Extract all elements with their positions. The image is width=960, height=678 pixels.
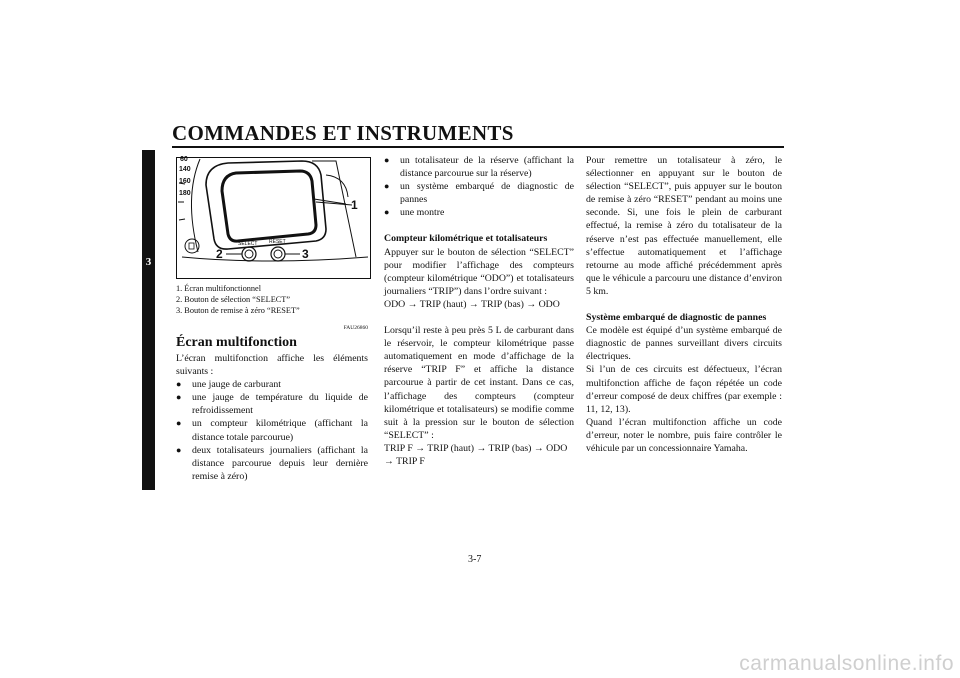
sequence-text: TRIP F → TRIP (haut) → TRIP (bas) → ODO → TRIP F: [384, 442, 568, 467]
paragraph: Pour remettre un totalisateur à zéro, le sélectionner en appuyant sur le bouton de sélection “SELECT”, puis appuyer sur le bouton de remise à zéro “RESET” pendant au moins une seconde. Si, une fois le plein de carburant effectué, la remise à zéro du totalisateur de la réserve n’est pas effectuée manuellement, elle s’effectue automatiquement et l’affichage retourne au mode affiché précédemment après que le véhicule a parcouru une distance d’environ 5 km.: [586, 155, 782, 297]
speed-mark-180: 180: [179, 190, 191, 197]
column-3: [586, 154, 782, 455]
paragraph: Quand l’écran multifonction affiche un code d’erreur, noter le nombre, puis faire contrôler le véhicule par un concessionnaire Yamaha.: [586, 416, 782, 454]
chapter-tab-number: 3: [145, 256, 152, 268]
bullet-item: [384, 154, 574, 180]
watermark: carmanualsonline.info: [739, 652, 954, 675]
bullet-item: [384, 206, 574, 219]
column-1: [176, 324, 368, 483]
speed-mark-60: 60: [180, 156, 188, 163]
select-button-label: SELECT: [238, 241, 258, 247]
bullet-item: [384, 180, 574, 206]
bullet-icon: ●: [176, 379, 182, 390]
speed-mark-140: 140: [179, 166, 191, 173]
bullet-icon: ●: [176, 418, 182, 429]
caption-item: 3. Bouton de remise à zéro “RESET”: [176, 306, 300, 315]
subheading-odometer: Compteur kilométrique et totalisateurs: [384, 233, 548, 245]
speed-mark-160: 160: [179, 178, 191, 185]
intro-paragraph: L’écran multifonction affiche les éléments suivants :: [176, 353, 368, 378]
bullet-icon: ●: [176, 444, 182, 455]
bullet-icon: ●: [176, 392, 182, 403]
paragraph: Lorsqu’il reste à peu près 5 L de carburant dans le réservoir, le compteur kilométrique passe automatiquement en mode d’affichage de la réserve “TRIP F” et affiche la distance parcourue à partir de cet instant. Dans ce cas, l’affichage des compteurs (compteur kilométrique et totalisateurs) se modifie comme suit à la pression sur le bouton de sélection “SELECT” :: [384, 325, 574, 441]
paragraph: Appuyer sur le bouton de sélection “SELECT” pour modifier l’affichage des compteurs (compteur kilométrique “ODO”) et totalisateurs journaliers “TRIP”) dans l’ordre suivant :: [384, 246, 574, 297]
page-header-title: COMMANDES ET INSTRUMENTS: [172, 121, 514, 145]
bullet-text: une montre: [400, 207, 445, 219]
bullet-text: une jauge de température du liquide de refroidissement: [192, 392, 368, 417]
instrument-figure: [176, 157, 371, 279]
bullet-item: [176, 378, 368, 391]
caption-item: 2. Bouton de sélection “SELECT”: [176, 295, 291, 304]
bullet-item: [176, 444, 368, 483]
paragraph: Ce modèle est équipé d’un système embarqué de diagnostic de pannes surveillant divers circuits électriques.: [586, 325, 782, 363]
bullet-icon: ●: [384, 207, 390, 218]
bullet-text: un totalisateur de la réserve (affichant la distance parcourue sur la réserve): [400, 155, 574, 180]
column-2: [384, 154, 574, 468]
sequence-text: ODO → TRIP (haut) → TRIP (bas) → ODO: [384, 298, 560, 310]
bullet-icon: ●: [384, 181, 390, 192]
bullet-text: un système embarqué de diagnostic de pannes: [400, 181, 574, 206]
section-code: FAU26860: [343, 325, 368, 331]
bullet-text: deux totalisateurs journaliers (affichant la distance parcourue depuis leur dernière remise à zéro): [192, 444, 368, 482]
callout-3: 3: [302, 247, 309, 261]
bullet-text: une jauge de carburant: [192, 379, 281, 391]
reset-button-label: RESET: [269, 239, 286, 245]
bullet-icon: ●: [384, 155, 390, 165]
callout-2: 2: [216, 247, 223, 261]
callout-1: 1: [351, 198, 358, 212]
header-rule: [172, 146, 784, 148]
section-heading: Écran multifonction: [176, 335, 297, 350]
chapter-tab: [142, 150, 155, 490]
figure-caption: [176, 283, 376, 316]
paragraph: Si l’un de ces circuits est défectueux, l’écran multifonction affiche de façon répétée un code d’erreur composé de deux chiffres (par exemple : 11, 12, 13).: [586, 364, 782, 415]
caption-item: 1. Écran multifonctionnel: [176, 284, 262, 293]
instrument-drawing: [176, 157, 371, 279]
bullet-text: un compteur kilométrique (affichant la distance totale parcourue): [192, 418, 368, 443]
bullet-item: [176, 417, 368, 443]
page-number: 3-7: [468, 554, 482, 565]
bullet-item: [176, 391, 368, 417]
subheading-diagnostics: Système embarqué de diagnostic de pannes: [586, 312, 767, 324]
